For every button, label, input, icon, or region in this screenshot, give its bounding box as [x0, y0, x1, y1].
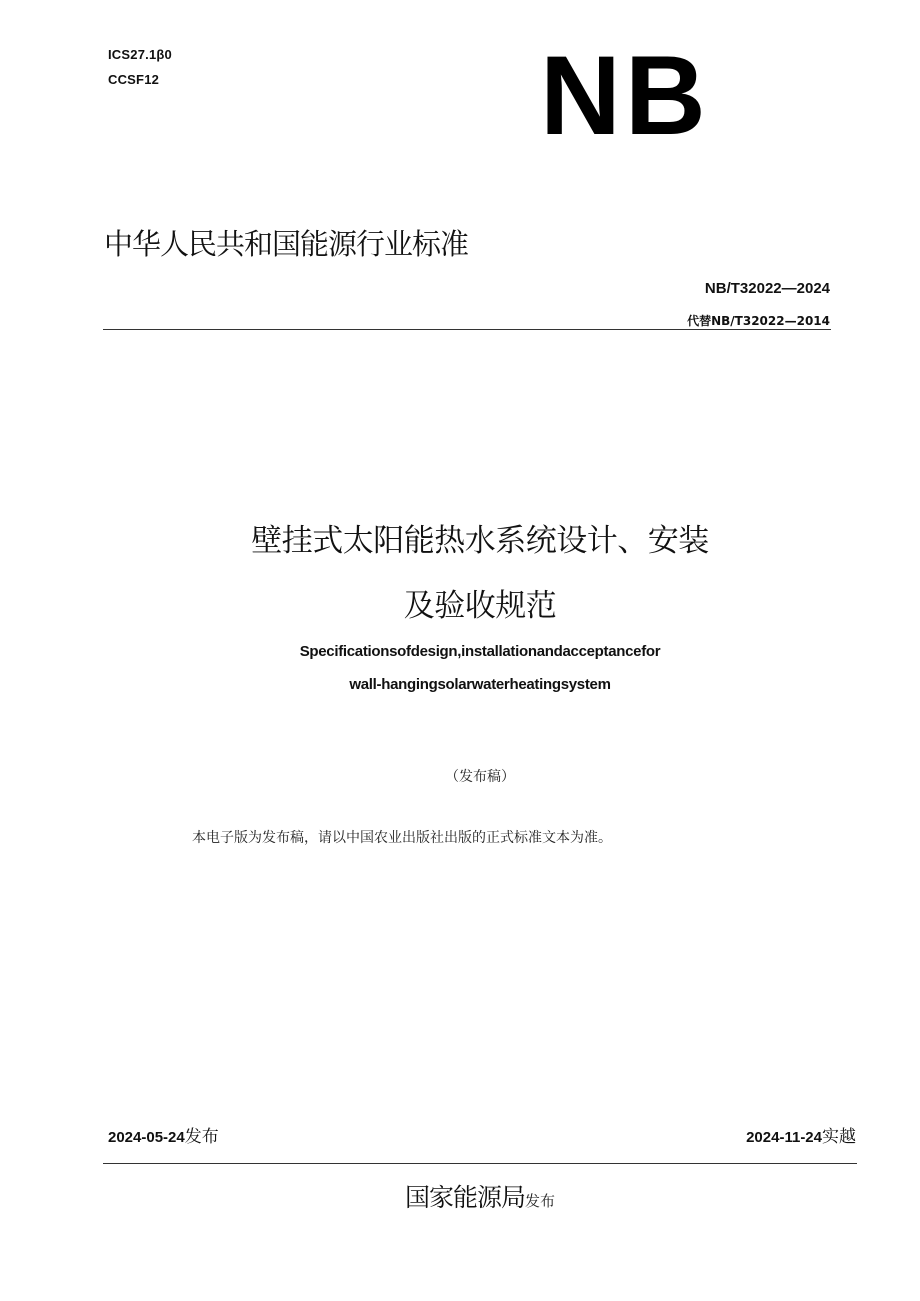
replaces-standard: 代替NB/T32022—2014	[687, 314, 830, 328]
issuer-suffix: 发布	[525, 1192, 556, 1210]
electronic-notice: 本电子版为发布稿，请以中国农业出版社出版的正式标准文本为准。	[192, 830, 612, 846]
implementation-date	[746, 1122, 856, 1147]
bottom-divider	[103, 1163, 857, 1164]
nb-logo: NB	[540, 33, 710, 158]
standard-category: 中华人民共和国能源行业标准	[104, 227, 469, 261]
issue-date	[108, 1122, 219, 1147]
issue-date-value: 2024-05-24	[108, 1129, 185, 1146]
ccs-code: CCSF12	[108, 72, 160, 87]
title-zh-line2: 及验收规范	[403, 588, 557, 624]
issuer-name: 国家能源局	[404, 1183, 525, 1212]
issuer	[0, 1178, 920, 1214]
title-zh-line1: 壁挂式太阳能热水系统设计、安装	[251, 523, 709, 559]
draft-status: （发布稿）	[445, 769, 515, 785]
ics-code: ICS27.1β0	[108, 47, 172, 62]
top-divider	[103, 329, 831, 330]
title-en-line2: wall-hangingsolarwaterheatingsystem	[349, 676, 611, 693]
title-en-line1: Specificationsofdesign,installationandacceptancefor	[299, 643, 661, 660]
issue-label: 发布	[184, 1127, 219, 1147]
implementation-label: 实越	[822, 1127, 856, 1147]
implementation-date-value: 2024-11-24	[746, 1129, 822, 1146]
standard-number: NB/T32022—2024	[704, 280, 830, 297]
